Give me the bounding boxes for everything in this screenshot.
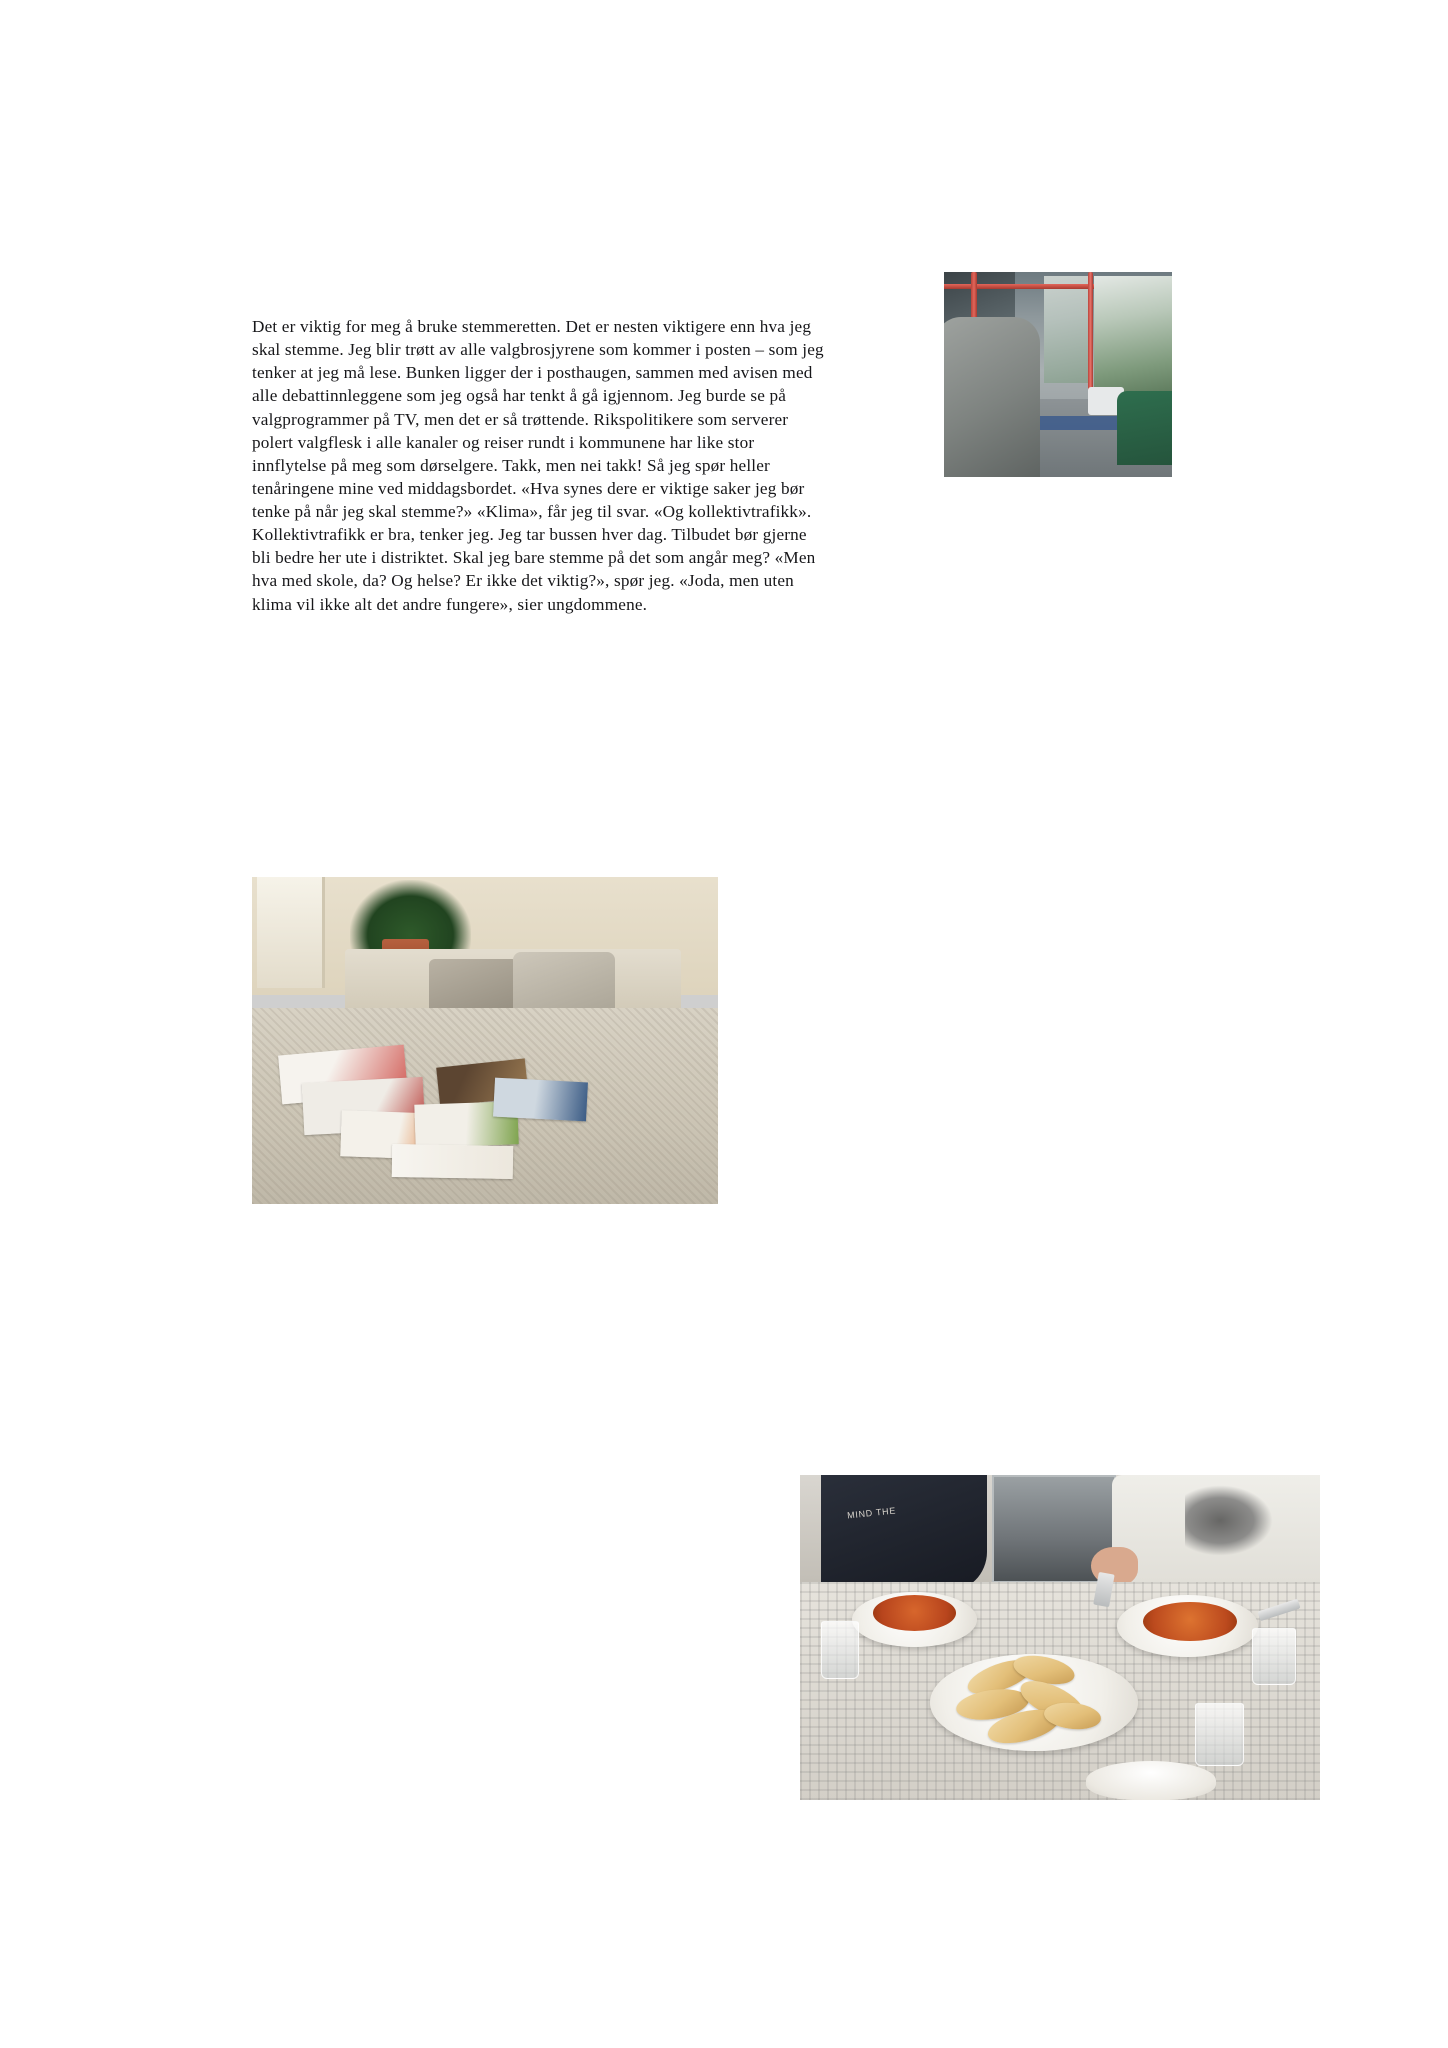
photo-dinner-table <box>800 1475 1320 1800</box>
photo-election-brochures <box>252 877 718 1204</box>
bus-window-right <box>1094 276 1172 395</box>
person-left <box>821 1475 987 1592</box>
brochure-7 <box>392 1144 514 1179</box>
glass-front <box>1195 1703 1244 1767</box>
pasta-right <box>1143 1602 1237 1641</box>
article-body-text <box>252 315 824 616</box>
bus-floor-marking <box>1029 416 1128 430</box>
glass-left <box>821 1621 859 1678</box>
bus-window-middle <box>1044 276 1090 383</box>
shirt-print-text: MIND THE <box>846 1504 897 1521</box>
bus-handrail-horizontal <box>944 284 1094 289</box>
pasta-left <box>873 1595 956 1631</box>
glass-right <box>1252 1628 1296 1685</box>
room-window <box>257 877 325 988</box>
photo-bus-interior <box>944 272 1172 477</box>
shirt-graphic <box>1185 1485 1273 1557</box>
bus-passenger <box>1117 391 1172 465</box>
brochure-5 <box>493 1077 588 1121</box>
bowl-front <box>1086 1761 1216 1800</box>
article-paragraph: Det er viktig for meg å bruke stemmeretten. Det er nesten viktigere enn hva jeg skal stemme. Jeg blir trøtt av alle valgbrosjyrene som kommer i posten – som jeg tenker at jeg må lese. Bunken ligger der i posthaugen, sammen med avisen med alle debattinnleggene som jeg også har tenkt å gå igjennom. Jeg burde se på valgprogrammer på TV, men det er så trøttende. Rikspolitikere som serverer polert valgflesk i alle kanaler og reiser rundt i kommunene har like stor innflytelse på meg som dørselgere. Takk, men nei takk! Så jeg spør heller tenåringene mine ved middagsbordet. «Hva synes dere er viktige saker jeg bør tenke på når jeg skal stemme?» «Klima», får jeg til svar. «Og kollektivtrafikk». Kollektivtrafikk er bra, tenker jeg. Jeg tar bussen hver dag. Tilbudet bør gjerne bli bedre her ute i distriktet. Skal jeg bare stemme på det som angår meg? «Men hva med skole, da? Og helse? Er ikke det viktig?», spør jeg. «Joda, men uten klima vil ikke alt det andre fungere», sier ungdommene. <box>252 317 824 614</box>
bus-seat <box>944 317 1040 477</box>
